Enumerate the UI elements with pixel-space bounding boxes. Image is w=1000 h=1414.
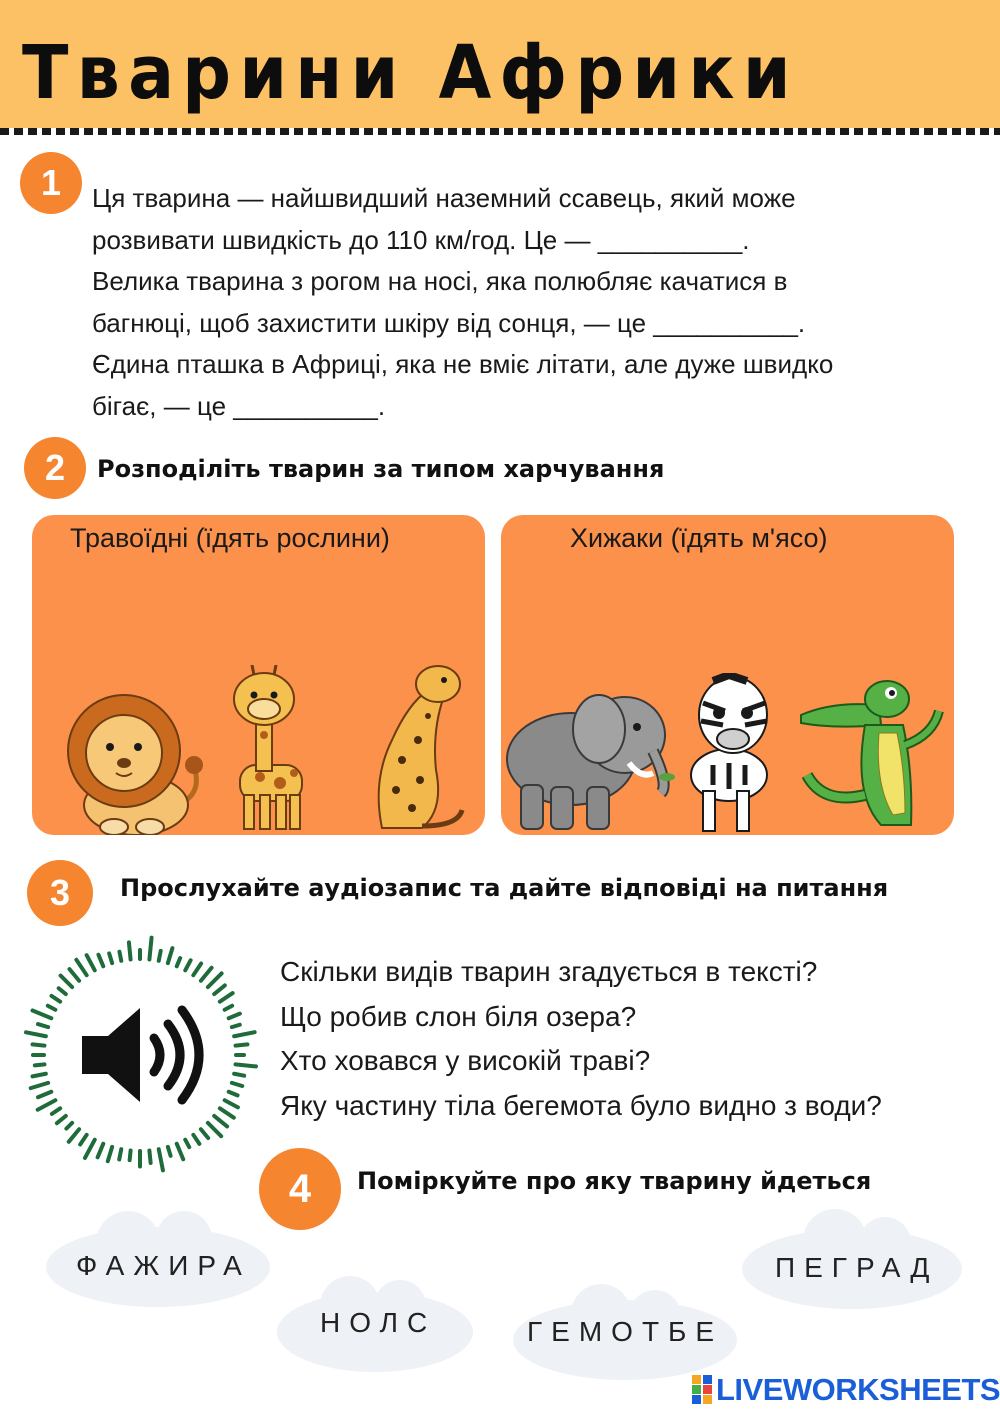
liveworksheets-icon [692, 1375, 712, 1405]
lion-icon[interactable] [54, 687, 206, 835]
waveform-tick [59, 988, 66, 994]
waveform-tick [234, 1032, 254, 1036]
section-1-line: Ця тварина — найшвидший наземний ссавець, який може [92, 183, 796, 213]
waveform-tick [70, 969, 80, 981]
waveform-tick [220, 1108, 234, 1117]
waveform-tick [38, 1092, 51, 1098]
page-title: Тварини Африки [22, 30, 799, 116]
question-item: Хто ховався у високій траві? [280, 1045, 651, 1076]
waveform-tick [234, 1074, 244, 1076]
waveform-tick [129, 942, 131, 959]
waveform-tick [48, 1006, 56, 1010]
speaker-icon[interactable] [82, 1008, 199, 1102]
waveform-tick [52, 1108, 60, 1114]
scrambled-word-1[interactable]: ФАЖИРА [76, 1250, 251, 1281]
waveform-tick [229, 1014, 240, 1019]
waveform-tick [69, 1129, 79, 1142]
section-3-questions [280, 950, 882, 1128]
waveform-tick [35, 1064, 45, 1065]
waveform-tick [193, 1135, 199, 1144]
section-1-line: багнюці, щоб захистити шкіру від сонця, — це __________. [92, 307, 806, 338]
waveform-tick [225, 1006, 232, 1010]
herbivores-label: Травоїдні (їдять рослини) [70, 523, 390, 553]
waveform-tick [31, 1083, 48, 1088]
waveform-tick [185, 1140, 189, 1147]
waveform-tick [225, 1100, 238, 1107]
waveform-tick [201, 968, 212, 981]
brand-name: LIVEWORKSHEETS [716, 1372, 1000, 1407]
waveform-tick [98, 1144, 104, 1158]
section-1-line: Велика тварина з рогом на носі, яка полюбляє качатися в [92, 266, 788, 296]
waveform-tick [149, 1151, 150, 1163]
waveform-tick [76, 960, 86, 975]
section-2-title: Розподіліть тварин за типом харчування [97, 455, 665, 483]
waveform-tick [108, 1147, 112, 1161]
herbivores-box[interactable] [32, 515, 485, 835]
scrambled-word-2[interactable]: НОЛС [320, 1307, 437, 1338]
waveform-tick [214, 985, 225, 994]
audio-waveform-ring [26, 938, 256, 1171]
waveform-tick [159, 951, 161, 961]
audio-player[interactable] [20, 930, 260, 1180]
waveform-tick [85, 1140, 95, 1158]
carnivores-label: Хижаки (їдять м'ясо) [570, 523, 828, 553]
waveform-tick [38, 1100, 56, 1109]
question-item: Яку частину тіла бегемота було видно з води? [280, 1089, 882, 1121]
giraffe-icon[interactable] [210, 665, 320, 835]
section-4-number: 4 [259, 1148, 341, 1230]
section-1-line: Єдина пташка в Африці, яка не вміє літати, але дуже швидко [92, 349, 834, 379]
section-1-text [92, 178, 972, 427]
waveform-tick [232, 1025, 240, 1027]
section-3-number: 3 [27, 860, 93, 926]
waveform-tick [168, 1147, 171, 1156]
waveform-tick [229, 1092, 238, 1096]
waveform-tick [236, 1064, 256, 1066]
waveform-tick [119, 952, 121, 961]
zebra-icon[interactable] [673, 673, 789, 835]
cheetah-icon[interactable] [362, 660, 472, 832]
waveform-tick [33, 1074, 46, 1077]
section-1-line: розвивати швидкість до 110 км/год. Це — __________. [92, 224, 750, 255]
waveform-tick [185, 960, 190, 970]
waveform-tick [159, 1149, 163, 1170]
dashed-divider [0, 128, 1000, 135]
waveform-tick [38, 1024, 48, 1027]
elephant-icon[interactable] [501, 675, 679, 835]
section-4-title: Поміркуйте про яку тварину йдеться [357, 1167, 872, 1195]
waveform-tick [57, 1116, 66, 1123]
crocodile-icon[interactable] [793, 675, 949, 835]
carnivores-box[interactable] [501, 515, 954, 835]
waveform-tick [236, 1044, 248, 1045]
section-1-number: 1 [20, 152, 82, 214]
waveform-tick [119, 1149, 121, 1159]
waveform-tick [177, 958, 180, 966]
waveform-tick [51, 996, 60, 1002]
waveform-tick [61, 976, 73, 988]
waveform-tick [208, 1123, 221, 1136]
waveform-tick [201, 1129, 208, 1138]
waveform-tick [232, 1083, 242, 1086]
waveform-tick [220, 993, 233, 1002]
section-1-line: бігає, — це __________. [92, 390, 386, 421]
waveform-tick [26, 1032, 46, 1036]
scrambled-word-4[interactable]: ПЕГРАД [775, 1252, 939, 1283]
section-3-title: Прослухайте аудіозапис та дайте відповіді на питання [120, 874, 889, 902]
waveform-tick [177, 1144, 183, 1160]
question-item: Що робив слон біля озера? [280, 1000, 637, 1032]
waveform-tick [66, 1123, 72, 1129]
waveform-tick [193, 964, 201, 976]
waveform-tick [109, 953, 112, 963]
question-item: Скільки видів тварин згадується в тексті? [280, 956, 818, 987]
waveform-tick [87, 955, 95, 970]
waveform-tick [33, 1010, 52, 1018]
header-banner [0, 0, 1000, 128]
waveform-tick [214, 1116, 227, 1127]
waveform-tick [80, 1135, 86, 1145]
liveworksheets-logo[interactable] [692, 1372, 1000, 1408]
section-2-number: 2 [24, 437, 86, 499]
waveform-tick [33, 1044, 45, 1045]
scrambled-word-3[interactable]: ГЕМОТБЕ [527, 1316, 724, 1347]
waveform-tick [130, 1151, 131, 1161]
waveform-tick [149, 938, 151, 960]
waveform-tick [168, 948, 173, 963]
waveform-tick [208, 973, 222, 987]
waveform-tick [98, 955, 103, 967]
